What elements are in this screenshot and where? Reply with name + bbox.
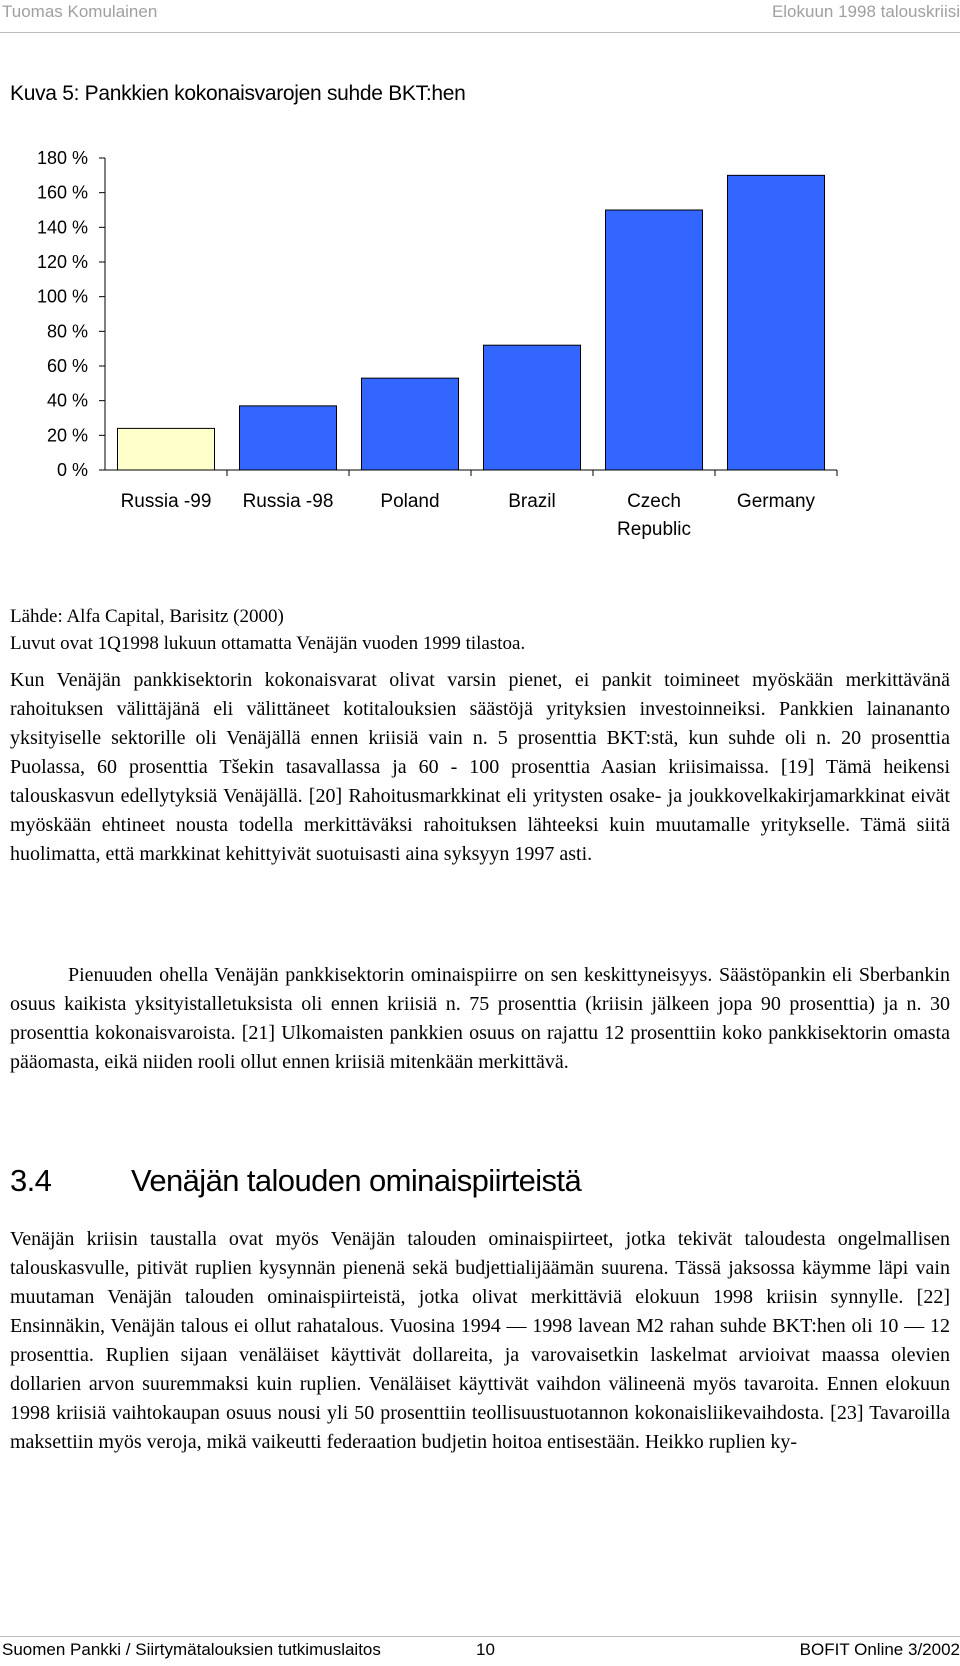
bar-poland [362,378,459,470]
footer-series: BOFIT Online 3/2002 [799,1640,960,1659]
x-tick-label: Brazil [508,491,556,512]
y-tick-label: 120 % [36,252,88,272]
y-tick-label: 100 % [36,286,88,307]
x-tick-label: Czech [627,491,681,512]
y-tick-label: 20 % [46,425,88,446]
paragraph-3: Venäjän kriisin taustalla ovat myös Venäjän talouden ominaispiirteet, jotka tekivät taloudesta ongelmallisen talouskasvulle, pitivät ruplien kysynnän pienenä sekä budjettialijäämän suurena. Tässä jaksossa käymme läpi vain muutaman Venäjän talouden ominaispiirteistä, jotka olivat merkittäviä elokuun 1998 kriisin synnylle. [22] Ensinnäkin, Venäjän talous ei ollut rahatalous. Vuosina 1994 — 1998 lavean M2 rahan suhde BKT:hen oli 10 — 12 prosenttia. Ruplien sijaan venäläiset käyttivät dollareita, ja varovaisetkin laskelmat arvioivat maassa olevien dollarien arvon suuremmaksi kuin ruplien. Venäläiset käyttivät vaihdon välineenä myös tavaroita. Ennen elokuun 1998 kriisiä vaihtokaupan osuus nousi yli 50 prosenttiin teollisuustuotannon kokonaisliikevaihdosta. [23] Tavaroilla maksettiin myös veroja, mikä vaikeutti federaation budjetin hoitoa entisestään. Heikko ruplien ky- [10,1228,950,1453]
paragraph-1: Kun Venäjän pankkisektorin kokonaisvarat olivat varsin pienet, ei pankit toimineet myöskään merkittävänä rahoituksen välittäjänä eli välittäneet kotitalouksien säästöjä yrityksien investoinneiksi. Pankkien lainananto yksityiselle sektorille oli Venäjällä ennen kriisiä vain n. 5 prosenttia BKT:stä, kun suhde oli n. 20 prosenttia Puolassa, 60 prosenttia Tšekin tasavallassa ja 60 - 100 prosenttia Aasian kriisimaissa. [19] Tämä heikensi talouskasvun edellytyksiä Venäjällä. [20] Rahoitusmarkkinat eli yritysten osake- ja joukkovelkakirjamarkkinat eivät myöskään ehtineet nousta todella merkittäväksi rahoituksen lähteeksi kuin muutamalle yritykselle. Tämä siitä huolimatta, että markkinat kehittyivät suotuisasti aina syksyyn 1997 asti. [10,669,950,865]
x-tick-label: Poland [380,491,440,512]
running-header [0,0,960,33]
figure-note: Luvut ovat 1Q1998 lukuun ottamatta Venäjän vuoden 1999 tilastoa. [10,633,526,654]
y-tick-label: 160 % [36,182,88,203]
x-tick-label: Russia -98 [242,491,334,512]
bar-brazil [484,345,581,470]
y-tick-label: 0 % [56,460,88,480]
y-tick-label: 80 % [46,321,88,342]
bar-czech-republic [606,210,703,470]
y-tick-label: 60 % [46,356,88,376]
bar-russia-98 [240,406,337,470]
bar-germany [728,175,825,470]
page-footer [0,1636,960,1666]
bar-chart [0,140,960,580]
y-tick-label: 140 % [36,217,88,238]
section-title: Venäjän talouden ominaispiirteistä [131,1163,582,1198]
y-tick-label: 40 % [46,390,88,411]
page-number: 10 [476,1640,495,1659]
paragraph-2: Pienuuden ohella Venäjän pankkisektorin ominaispiirre on sen keskittyneisyys. Säästöpankin eli Sberbankin osuus kaikista yksityistalletuksista oli ennen kriisiä n. 75 prosenttia (kriisin jälkeen jopa 90 prosenttia) ja n. 30 prosenttia kokonaisvaroista. [21] Ulkomaisten pankkien osuus on rajattu 12 prosenttiin koko pankkisektorin omasta pääomasta, eikä niiden rooli ollut ennen kriisiä mitenkään merkittävä. [10,964,950,1073]
x-tick-label: Russia -99 [120,491,212,512]
x-tick-label: Germany [736,491,816,512]
y-tick-label: 180 % [36,148,88,168]
section-heading [10,1163,581,1199]
header-title: Elokuun 1998 talouskriisi [771,2,960,21]
bar-russia-99 [118,428,215,470]
footer-publisher: Suomen Pankki / Siirtymätalouksien tutkimuslaitos [2,1640,381,1659]
header-author: Tuomas Komulainen [2,2,158,21]
figure-source: Lähde: Alfa Capital, Barisitz (2000) [10,606,284,627]
section-number: 3.4 [10,1163,52,1198]
x-tick-label: Republic [617,519,691,540]
figure-caption: Kuva 5: Pankkien kokonaisvarojen suhde BKT:hen [10,82,466,105]
